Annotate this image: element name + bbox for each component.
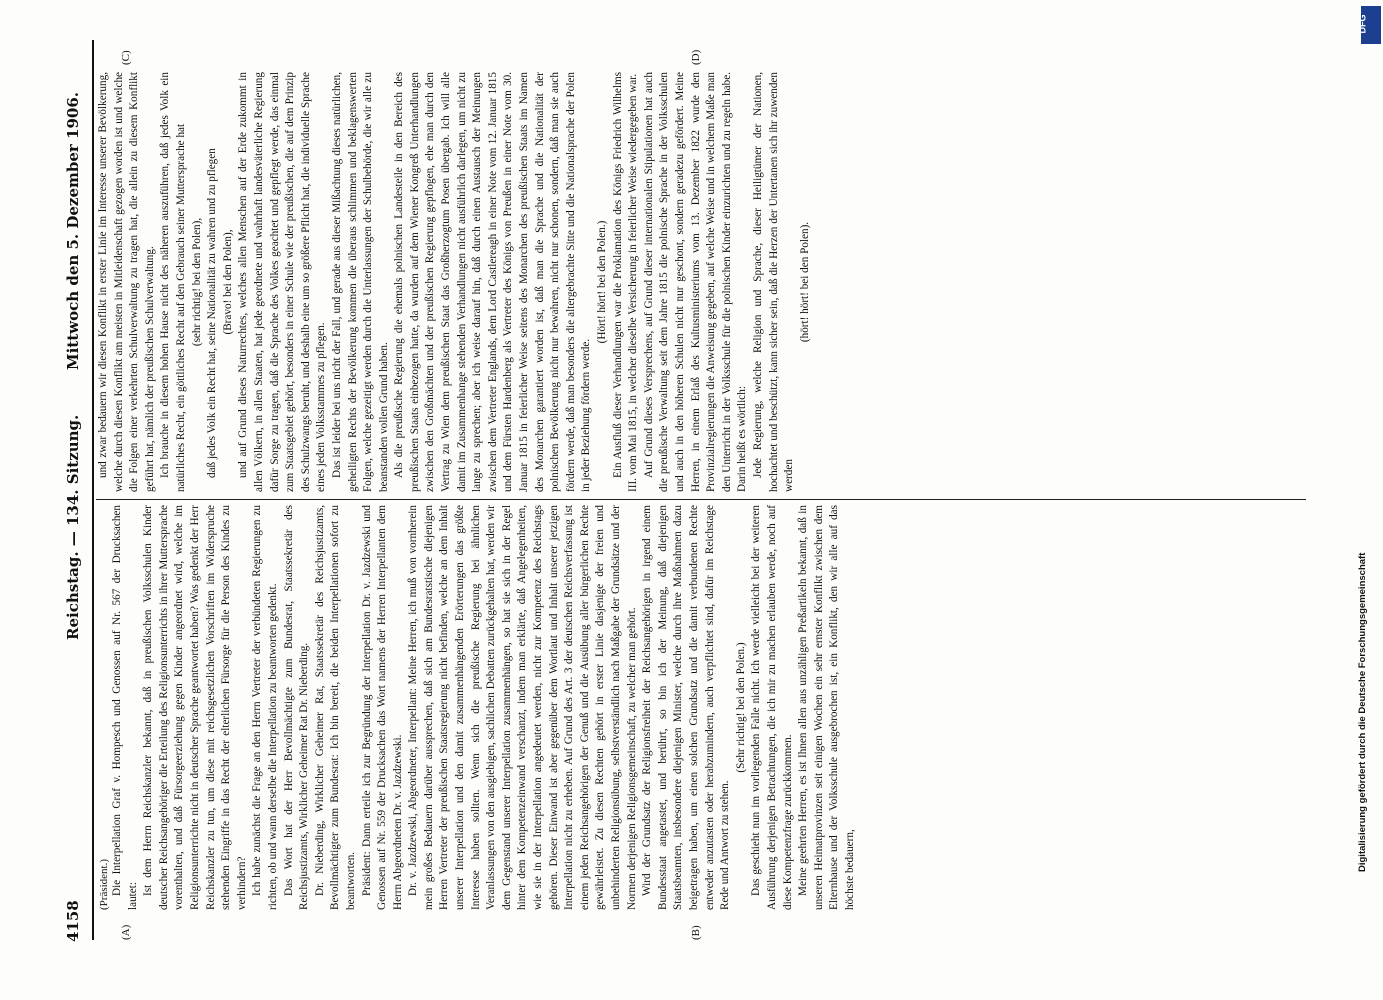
right-column bbox=[96, 72, 1306, 492]
speaker-tag: (Präsident.) bbox=[98, 858, 110, 910]
credit-text: Digitalisierung gefördert durch die Deutsche Forschungsgemeinschaft bbox=[1357, 552, 1368, 872]
paragraph: Ein Ausfluß dieser Verhandlungen war die Proklamation des Königs Friedrich Wilhelms III. vom Mai 1815, in welcher dieselbe Versicherung in feierlicher Weise wiedergegeben war. bbox=[611, 72, 640, 492]
paragraph: und zwar bedauern wir diesen Konflikt in erster Linie im Interesse unserer Bevölkerung, welche durch diesen Konflikt am meisten in Mitleidenschaft gezogen worden ist und welche die Folgen einer verkehrten Schulverwaltung zu tragen hat, die allein zu diesem Konflikt geführt hat, nämlich der preußischen Schulverwaltung. bbox=[97, 72, 156, 492]
page-header bbox=[64, 0, 90, 1000]
header-rule bbox=[92, 40, 94, 940]
paragraph: Ich habe zunächst die Frage an den Herrn Vertreter der verbündeten Regierungen zu richten, ob und wann derselbe die Interpellation zu beantworten gedenkt. bbox=[251, 505, 279, 910]
paragraph: (sehr richtig! bei den Polen), bbox=[190, 217, 203, 347]
paragraph: Als die preußische Regierung die ehemals polnischen Landesteile in den Bereich des preußischen Staats einbezogen hatte, da wurden auf dem Wiener Kongreß Unterhandlungen zwischen den Großmächten und der preußischen Regierung gepflogen, ehe man durch den Vertrag zu Wien dem preußischen Staat das Großherzogtum Posen übergab. Ich will alle damit im Zusammenhange stehenden Verhandlungen nicht ausführlich darlegen, um nicht zu lange zu sprechen; aber ich weise darauf hin, daß durch einen Austausch der Meinungen zwischen dem Vertreter Englands, dem Lord Castlereagh in einer Note vom 12. Januar 1815 und dem Fürsten Hardenberg als Vertreter des Königs von Preußen in einer Note vom 30. Januar 1815 in feierlicher Weise seitens des Monarchen des preußischen Staats im Namen des Monarchen garantiert worden ist, daß man die Sprache und die Nationalität der polnischen Bevölkerung nicht nur bewahren, nicht nur schonen, sondern, daß man sie auch fördern werde, daß man besonders die altergebrachte Sitte und die Nationalsprache der Polen in jeder Beziehung fördern werde. bbox=[393, 72, 593, 492]
session-title: Reichstag. — 134. Sitzung. bbox=[64, 414, 82, 640]
paragraph: Jede Regierung, welche Religion und Sprache, dieser Heiligtümer der Nationen, hochachtet und beschützt, kann sicher sein, daß die Herzen der Untertanen sich ihr zuwenden werden bbox=[751, 72, 796, 492]
margin-mark-a: (A) bbox=[120, 924, 132, 940]
paragraph: Meine geehrten Herren, es ist Ihnen allen aus unzähligen Preßartikeln bekannt, daß in unseren Heimatprovinzen seit einigen Wochen ein sehr ernster Konflikt zwischen dem Elternhause und der Volksschule ausgebrochen ist, ein Konflikt, den wir alle auf das höchste bedauern, bbox=[797, 505, 856, 910]
paragraph: (Sehr richtig! bei den Polen.) bbox=[734, 642, 747, 773]
paragraph: Das ist leider bei uns nicht der Fall, und gerade aus dieser Mißachtung dieses natürlichen, geheiligten Rechts der Bevölkerung kommen die überaus schlimmen und beklagenswerten Folgen, welche gezeitigt werden durch die Unterlassungen der Schulbehörde, die wir alle zu beanstanden vollen Grund haben. bbox=[330, 72, 390, 492]
paragraph: Ist dem Herrn Reichskanzler bekannt, daß in preußischen Volksschulen Kinder deutscher Reichsangehöriger die Erteilung des Religionsunterrichts in ihrer Muttersprache vorenthalten, und daß Fürsorgeerziehung gegen Kinder angeordnet wird, welche im Religionsunterrichte nicht in deutscher Sprache geantwortet haben? Was gedenkt der Herr Reichskanzler zu tun, um diese mit reichsgesetzlichen Vorschriften im Widerspruche stehenden Eingriffe in das Recht der elterlichen Fürsorge für die Person des Kindes zu verhindern? bbox=[142, 505, 248, 910]
paragraph: Auf Grund dieses Versprechens, auf Grund dieser internationalen Stipulationen hat auch die preußische Verwaltung seit dem Jahre 1815 die polnische Sprache in der Volksschulen und auch in den höheren Schulen nicht nur geschont, sondern geradezu gefördert. Meine Herren, in einem Erlaß des Kultusministeriums vom 13. Dezember 1822 wurde den Provinzialregierungen die Anweisung gegeben, auf welche Weise und in welchem Maße man den Unterricht in der Volksschule für die polnischen Kinder einzurichten und zu regeln habe. Darin heißt es wörtlich: bbox=[642, 72, 749, 492]
paragraph: Wird der Grundsatz der Religionsfreiheit der Reichsangehörigen in irgend einem Bundesstaat angetastet, und berührt, so bin ich der Meinung, daß diejenigen Staatsbeamten, insbesondere diejenigen Minister, welche durch ihre Maßnahmen dazu beigetragen haben, um einen solchen Grundsatz und die damit verbundenen Rechte entweder anzutasten oder herabzumindern, auch verpflichtet sind, dafür im Reichstage Rede und Antwort zu stehen. bbox=[641, 505, 732, 910]
margin-mark-b: (B) bbox=[690, 925, 702, 940]
paragraph: und auf Grund dieses Naturrechtes, welches allen Menschen auf der Erde zukommt in allen Völkern, in allen Staaten, hat jede geordnete und wahrhaft landesväterliche Regierung dafür Sorge zu tragen, daß die Sprache des Volkes geachtet und gepflegt werde, das einmal zum Staatsgebiet gehört, besonders in einer Schule wie der preußischen, die auf dem Prinzip des Schulzwangs beruht, und deshalb eine um so größere Pflicht hat, die individuelle Sprache eines jeden Volksstammes zu pflegen. bbox=[237, 72, 328, 492]
paragraph: (Hört! hört! bei den Polen.) bbox=[596, 220, 608, 344]
paragraph: daß jedes Volk ein Recht hat, seine Nationalität zu wahren und zu pflegen bbox=[206, 148, 219, 478]
paragraph: Die Interpellation Graf v. Hompesch und Genossen auf Nr. 567 der Drucksachen lautet: bbox=[111, 505, 139, 910]
paragraph: Präsident: Dann erteile ich zur Begründung der Interpellation Dr. v. Jazdzewski und Genossen auf Nr. 559 der Drucksachen das Wort namens der Herren Interpellanten dem Herrn Abgeordneten Dr. v. Jazdzewski. bbox=[360, 505, 404, 910]
digitization-credit bbox=[1359, 0, 1383, 1000]
page-number: 4158 bbox=[64, 900, 82, 942]
left-column bbox=[96, 505, 1320, 910]
paragraph: Dr. Nieberding, Wirklicher Geheimer Rat, Staatssekretär des Reichsjustizamts, Bevollmächtigter zum Bundesrat: Ich bin bereit, die beiden Interpellationen sofort zu beantworten. bbox=[313, 505, 357, 910]
column-divider bbox=[96, 499, 1306, 500]
paragraph: (Bravo! bei den Polen), bbox=[221, 229, 234, 335]
dfg-logo: DFG bbox=[1361, 6, 1381, 44]
paragraph: Das Wort hat der Herr Bevollmächtigte zum Bundesrat, Staatssekretär des Reichsjustizamts, Wirklicher Geheimer Rat Dr. Nieberding. bbox=[282, 505, 311, 910]
paragraph: Dr. v. Jazdzewski, Abgeordneter, Interpellant: Meine Herren, ich muß von vornherein mein großes Bedauern darüber aussprechen, daß sich am Bundesratstische diejenigen Herren Vertreter der preußischen Staatsregierung nicht befinden, welche an dem Inhalt unserer Interpellation und den damit zusammenhängenden Erörterungen das größte Interesse haben sollten. Wenn sich die preußische Regierung bei ähnlichen Veranlassungen von den ausgiebigen, sachlichen Debatten zurückgehalten hat, werden wir dem Gegenstand unserer Interpellation zusammenhängen, so hat sie sich in der Regel hinter dem Kompetenzeinwand verschanzt, indem man erklärte, daß Angelegenheiten, wie sie in der Interpellation angedeutet werden, nicht zur Kompetenz des Reichstags gehören. Dieser Einwand ist aber gegenüber dem Wortlaut und Inhalt unserer jetzigen Interpellation nicht zu erheben. Auf Grund des Art. 3 der deutschen Reichsverfassung ist einem jeden Reichsangehörigen der Genuß und die Ausübung aller bürgerlichen Rechte gewährleistet. Zu diesen Rechten gehört in erster Linie dasjenige der freien und unbehinderten Religionsübung, selbstverständlich nach Maßgabe der Grundsätze und der Normen derjenigen Religionsgemeinschaft, zu welcher man gehört. bbox=[407, 505, 638, 910]
paragraph: Ich brauche in diesem hohen Hause nicht des näheren auszuführen, daß jedes Volk ein natürliches Recht, ein göttliches Recht auf den Gebrauch seiner Muttersprache hat bbox=[159, 72, 187, 492]
session-date: Mittwoch den 5. Dezember 1906. bbox=[64, 92, 82, 370]
paragraph: Das geschieht nun im vorliegenden Falle nicht. Ich werde vielleicht bei der weiteren Ausführung derjenigen Betrachtungen, die ich mir zu machen erlauben werde, noch auf diese Kompetenzfrage zurückkommen. bbox=[750, 505, 794, 910]
margin-mark-d: (D) bbox=[690, 49, 702, 65]
margin-mark-c: (C) bbox=[120, 50, 132, 65]
paragraph: (hört! hört! bei den Polen). bbox=[798, 221, 811, 343]
